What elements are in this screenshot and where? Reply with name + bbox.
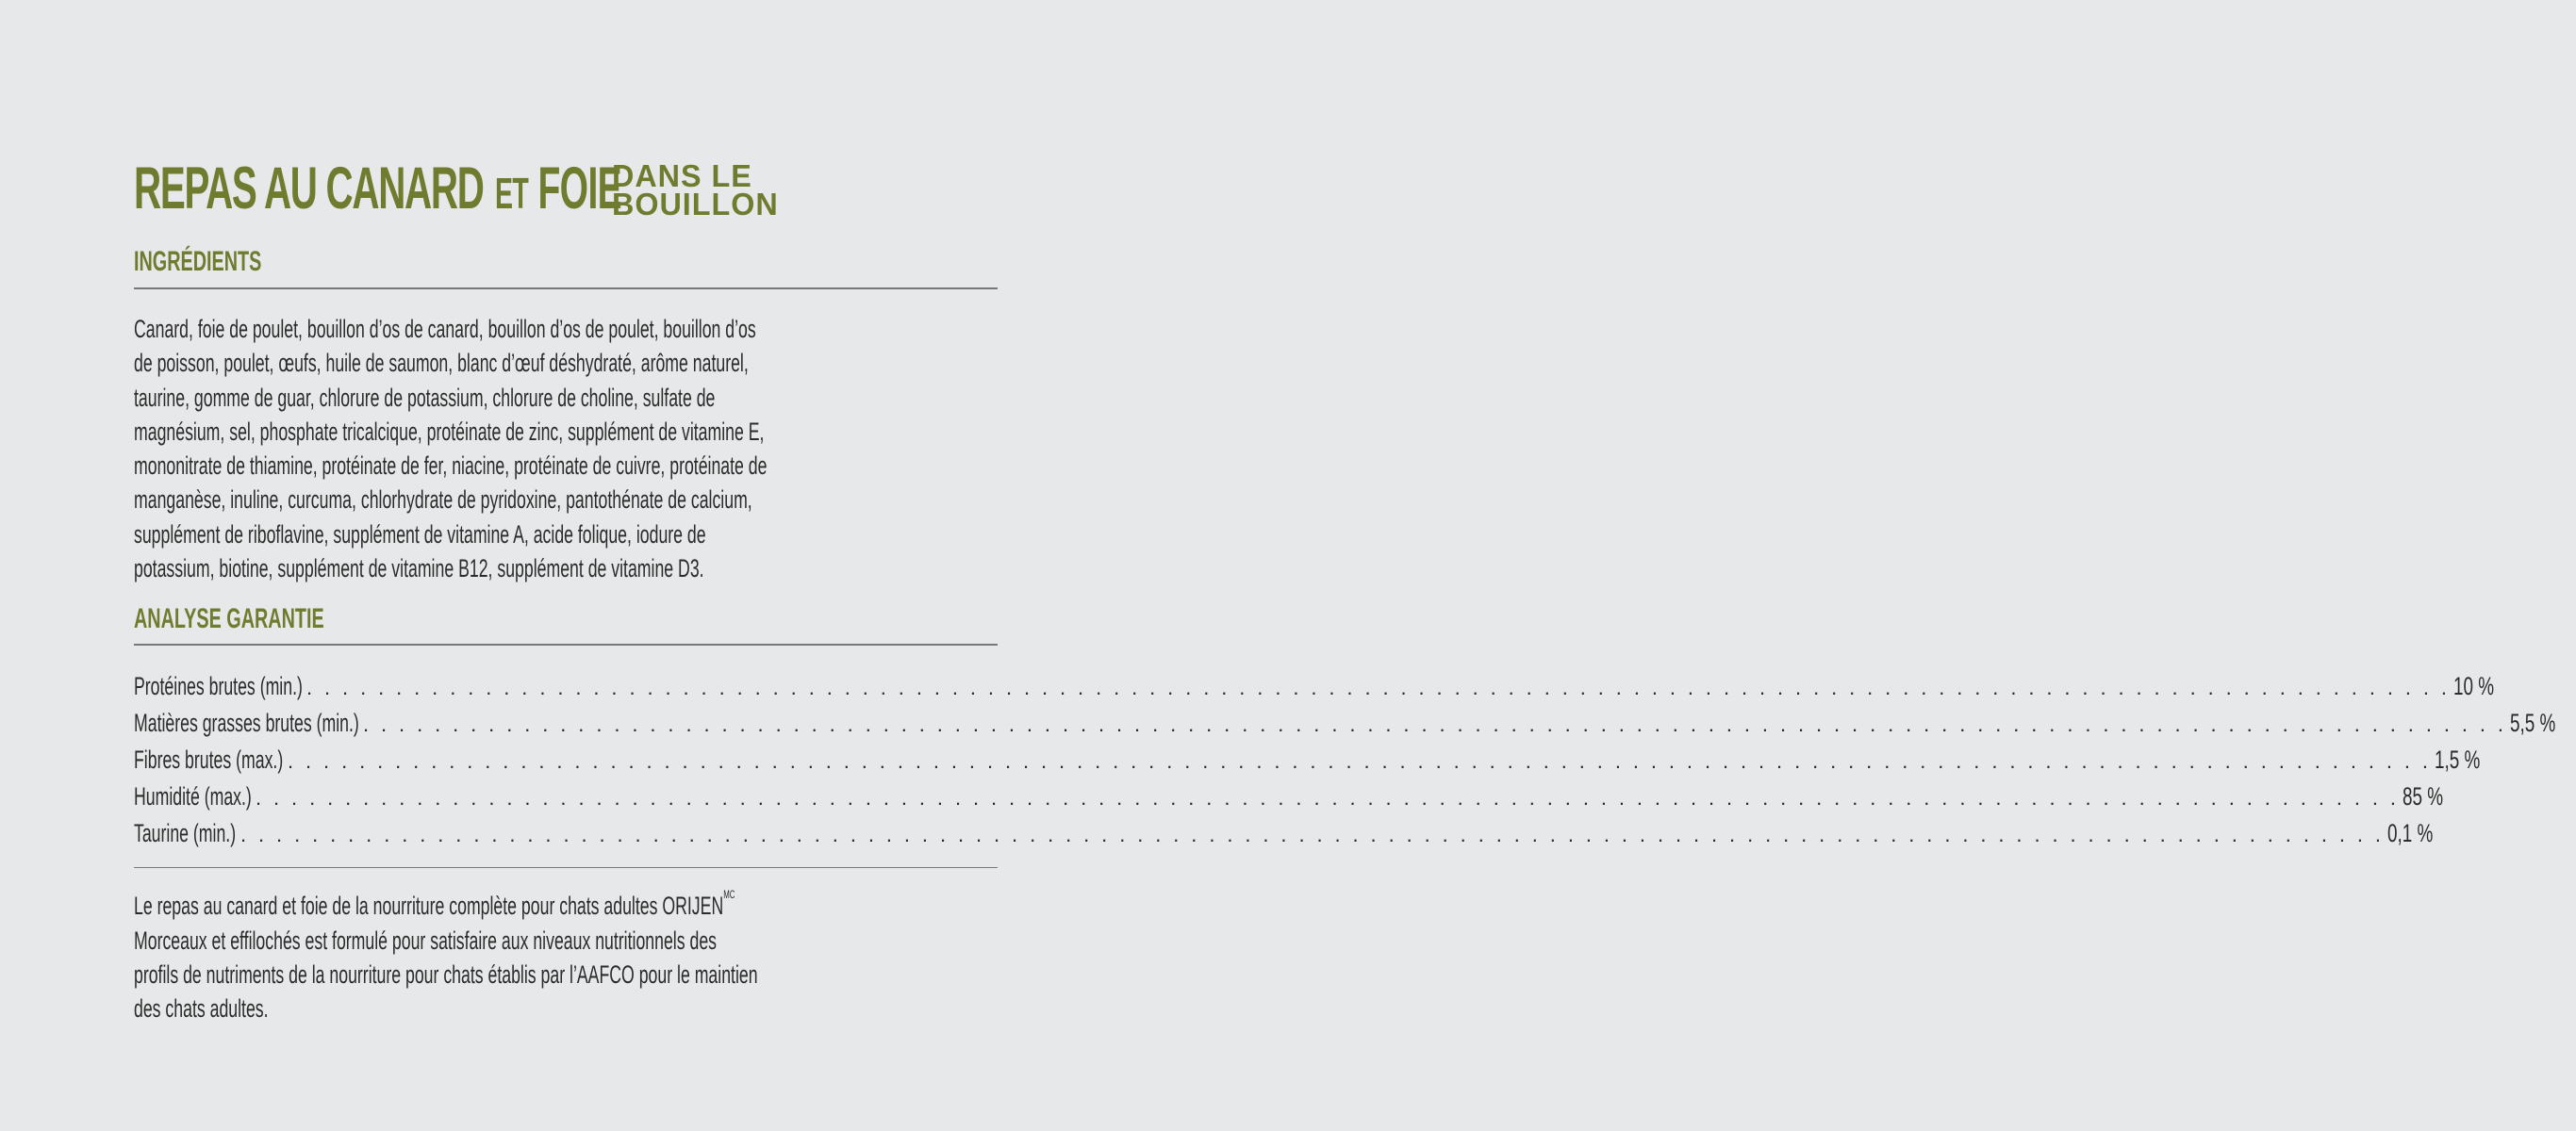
analysis-label: Matières grasses brutes (min.): [134, 709, 359, 738]
ingredients-list: [134, 312, 999, 585]
ingredients-heading: INGRÉDIENTS: [134, 246, 262, 277]
analysis-value: 10 %: [2453, 672, 2495, 701]
analysis-value: 5,5 %: [2510, 709, 2556, 738]
statement-line-2: Morceaux et effilochés est formulé pour satisfaire aux niveaux nutritionnels des: [134, 926, 717, 955]
analysis-label: Taurine (min.): [134, 819, 237, 848]
aafco-statement: [134, 889, 999, 1025]
product-title: [134, 141, 998, 219]
analysis-value: 85 %: [2403, 782, 2444, 811]
analysis-row: [134, 705, 2556, 742]
title-small-line1: DANS LE: [612, 158, 752, 193]
statement-line-4: des chats adultes.: [134, 994, 269, 1024]
ingredients-line: magnésium, sel, phosphate tricalcique, protéinate de zinc, supplément de vitamine E,: [134, 417, 765, 446]
dot-leader: . . . . . . . . . . . . . . . . . . . . . . . . . . . . . . . . . . . . . . . . . . . . . . . . . . . . . . . . . . . . . . . . . . . . . . . . . . . . . . . . . . . . . . . . . . . . . . . . . . . . . . . . . . . . . . . . . . . . . . . .: [363, 713, 2507, 737]
statement-line-1-text: Le repas au canard et foie de la nourriture complète pour chats adultes ORIJEN: [134, 892, 724, 921]
analysis-row: [134, 815, 2434, 852]
ingredients-line: de poisson, poulet, œufs, huile de saumon, blanc d’œuf déshydraté, arôme naturel,: [134, 349, 749, 378]
analysis-row: [134, 779, 2444, 815]
dot-leader: . . . . . . . . . . . . . . . . . . . . . . . . . . . . . . . . . . . . . . . . . . . . . . . . . . . . . . . . . . . . . . . . . . . . . . . . . . . . . . . . . . . . . . . . . . . . . . . . . . . . . . . . . . . . . . . . . . . . . . . .: [306, 676, 2451, 700]
nutrition-panel: [134, 141, 2556, 1026]
ingredients-line: manganèse, inuline, curcuma, chlorhydrate de pyridoxine, pantothénate de calcium,: [134, 485, 752, 515]
analysis-label: Humidité (max.): [134, 782, 252, 811]
title-foie: [495, 156, 622, 221]
ingredients-line: potassium, biotine, supplément de vitamine B12, supplément de vitamine D3.: [134, 554, 704, 583]
analysis-table: [134, 668, 2556, 852]
analysis-value: 0,1 %: [2387, 819, 2434, 848]
statement-line-1: [134, 889, 999, 923]
dot-leader: . . . . . . . . . . . . . . . . . . . . . . . . . . . . . . . . . . . . . . . . . . . . . . . . . . . . . . . . . . . . . . . . . . . . . . . . . . . . . . . . . . . . . . . . . . . . . . . . . . . . . . . . . . . . . . . . . . . . . . . .: [240, 823, 2385, 847]
title-main2: FOIE: [537, 156, 622, 221]
ingredients-line: taurine, gomme de guar, chlorure de potassium, chlorure de choline, sulfate de: [134, 383, 716, 412]
title-subline: [612, 158, 779, 221]
statement-line-3: profils de nutriments de la nourriture pour chats établis par l’AAFCO pour le maintien: [134, 959, 758, 989]
analysis-row: [134, 742, 2481, 779]
title-connector: ET: [495, 169, 529, 218]
dot-leader: . . . . . . . . . . . . . . . . . . . . . . . . . . . . . . . . . . . . . . . . . . . . . . . . . . . . . . . . . . . . . . . . . . . . . . . . . . . . . . . . . . . . . . . . . . . . . . . . . . . . . . . . . . . . . . . . . . . . . . . .: [288, 749, 2432, 774]
analysis-label: Protéines brutes (min.): [134, 672, 303, 701]
ingredients-line: mononitrate de thiamine, protéinate de fer, niacine, protéinate de cuivre, protéinate de: [134, 451, 768, 481]
analysis-label: Fibres brutes (max.): [134, 746, 284, 775]
analysis-row: [134, 668, 2495, 705]
title-main: REPAS AU CANARD: [134, 156, 484, 221]
dot-leader: . . . . . . . . . . . . . . . . . . . . . . . . . . . . . . . . . . . . . . . . . . . . . . . . . . . . . . . . . . . . . . . . . . . . . . . . . . . . . . . . . . . . . . . . . . . . . . . . . . . . . . . . . . . . . . . . . . . . . . . .: [256, 786, 2400, 811]
ingredients-line: Canard, foie de poulet, bouillon d’os de canard, bouillon d’os de poulet, bouillon d’os: [134, 315, 756, 343]
ingredients-line: supplément de riboflavine, supplément de vitamine A, acide folique, iodure de: [134, 519, 706, 549]
trademark-mark: MC: [723, 888, 735, 902]
title-small-line2: BOUILLON: [612, 187, 779, 221]
analysis-heading: ANALYSE GARANTIE: [134, 603, 324, 635]
analysis-value: 1,5 %: [2435, 746, 2481, 775]
